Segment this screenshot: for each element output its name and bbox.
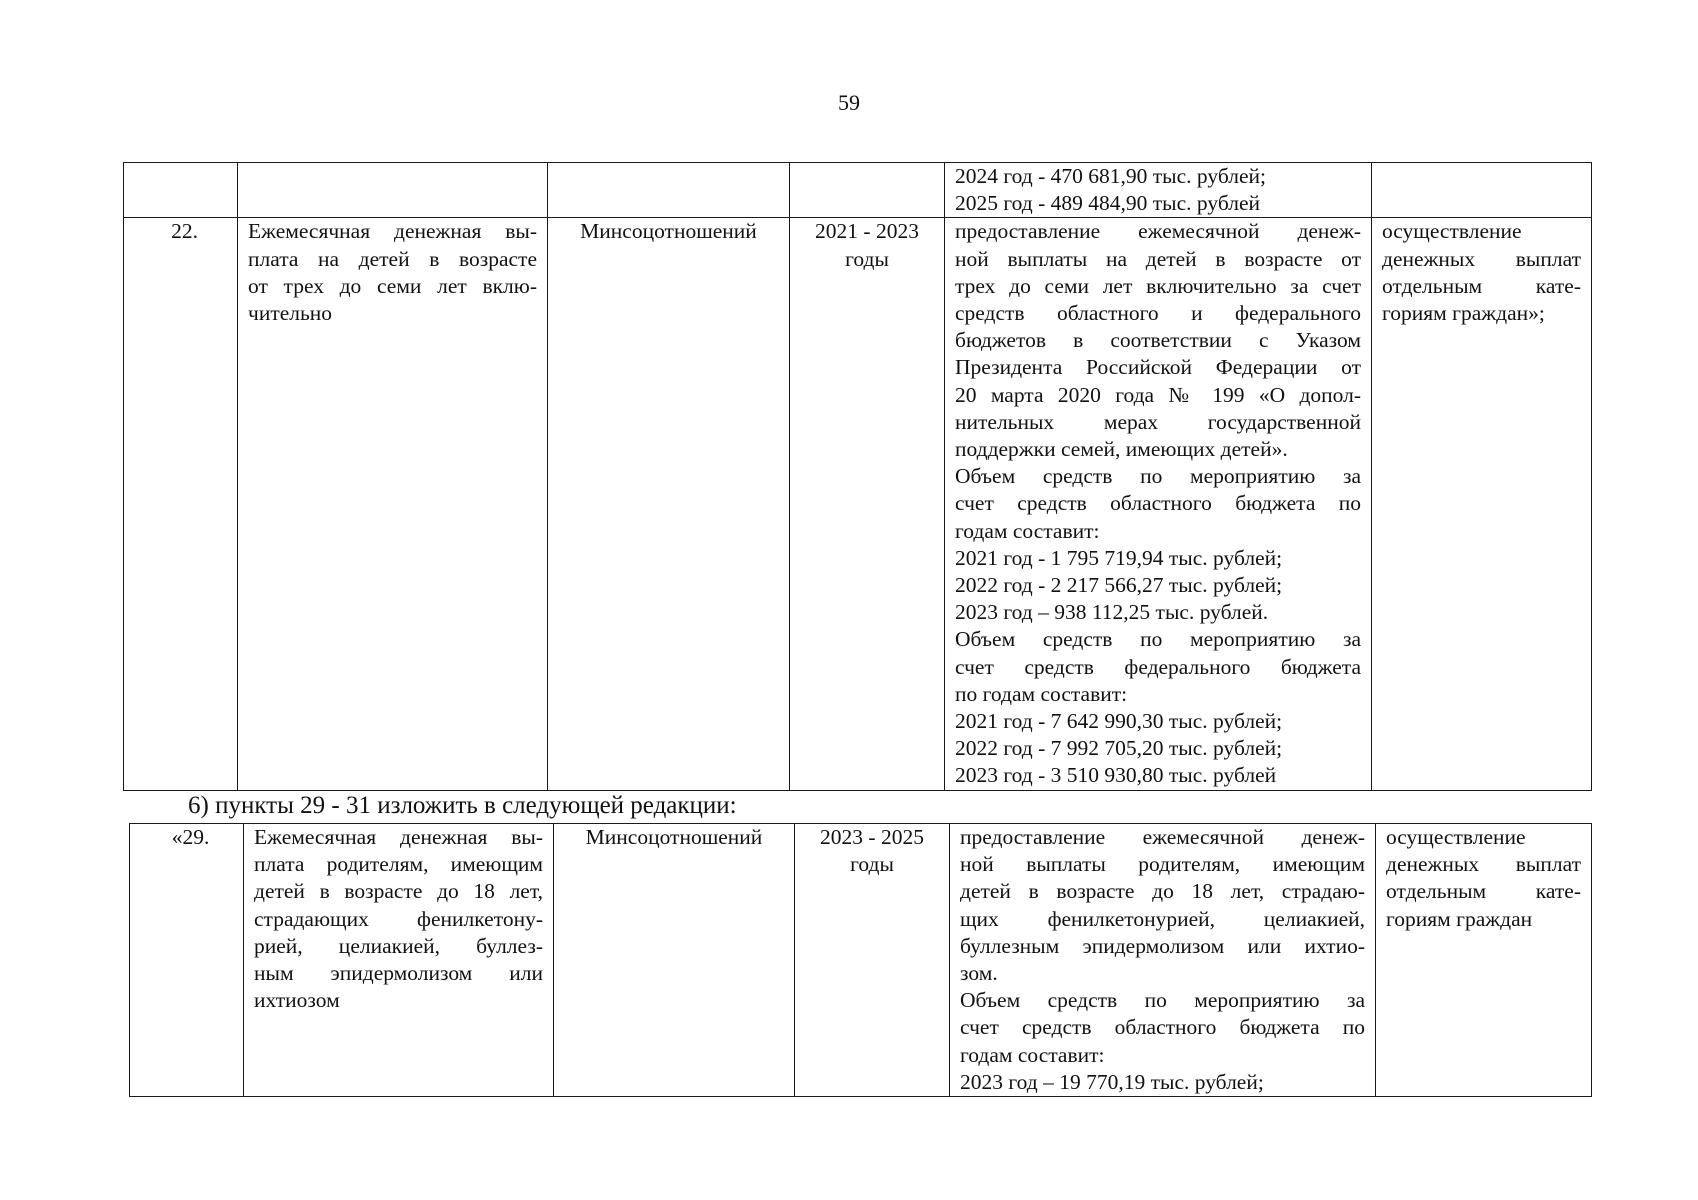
text-line: отдельным кате- bbox=[1386, 879, 1581, 904]
text-line: рией, целиакией, буллез- bbox=[254, 933, 543, 958]
text-line: трех до семи лет включительно за счет bbox=[955, 273, 1361, 298]
text-line: Ежемесячная денежная вы- bbox=[248, 219, 537, 244]
text-line: зом. bbox=[960, 961, 998, 986]
text-line: годам составит: bbox=[955, 518, 1100, 543]
text-line: Президента Российской Федерации от bbox=[955, 355, 1361, 380]
text-line: счет средств областного бюджета по bbox=[960, 1015, 1365, 1040]
table-row-22 bbox=[124, 218, 1592, 791]
cell-executor bbox=[548, 163, 790, 218]
text-line: плата на детей в возрасте bbox=[248, 246, 537, 271]
cell-result bbox=[1372, 218, 1592, 791]
cell-term bbox=[795, 824, 950, 1097]
text-line: ной выплаты родителям, имеющим bbox=[960, 852, 1365, 877]
cell-num: «29. bbox=[130, 824, 244, 1097]
cell-description bbox=[950, 824, 1376, 1097]
text-line: гориям граждан bbox=[1386, 906, 1533, 931]
text-line: 2023 год – 938 112,25 тыс. рублей. bbox=[955, 600, 1269, 625]
text-line: Ежемесячная денежная вы- bbox=[254, 825, 543, 849]
text-line: от трех до семи лет вклю- bbox=[248, 273, 537, 298]
text-line: нительных мерах государственной bbox=[955, 409, 1361, 434]
text-line: ихтиозом bbox=[254, 988, 340, 1013]
text-line: предоставление ежемесячной денеж- bbox=[955, 219, 1361, 244]
measures-table-continued bbox=[123, 162, 1592, 791]
text-line: буллезным эпидермолизом или ихтио- bbox=[960, 933, 1365, 958]
text-line: чительно bbox=[248, 301, 333, 326]
table-row-continuation bbox=[124, 163, 1592, 218]
text-line: 2021 год - 1 795 719,94 тыс. рублей; bbox=[955, 545, 1283, 570]
text-line: Объем средств по мероприятию за bbox=[960, 988, 1365, 1013]
table-row-29 bbox=[130, 824, 1592, 1097]
text-line: детей в возрасте до 18 лет, страдаю- bbox=[960, 879, 1365, 904]
text-line: по годам составит: bbox=[955, 681, 1128, 706]
text-line: детей в возрасте до 18 лет, bbox=[254, 879, 543, 904]
cell-term bbox=[790, 163, 945, 218]
text-line: Объем средств по мероприятию за bbox=[955, 464, 1361, 489]
text-line: 2023 - 2025 bbox=[820, 825, 924, 849]
text-line: гориям граждан»; bbox=[1382, 301, 1545, 326]
text-line: счет средств федерального бюджета bbox=[955, 654, 1361, 679]
text-line: годы bbox=[850, 852, 894, 877]
text-line: осуществление bbox=[1386, 825, 1526, 849]
measures-table-new-edition bbox=[129, 823, 1592, 1097]
text-line: 2023 год - 3 510 930,80 тыс. рублей bbox=[955, 763, 1277, 788]
text-line: 2022 год - 2 217 566,27 тыс. рублей; bbox=[955, 573, 1283, 598]
text-line: ным эпидермолизом или bbox=[254, 961, 543, 986]
section-heading: 6) пункты 29 - 31 изложить в следующей редакции: bbox=[188, 792, 737, 819]
text-line: 20 марта 2020 года № 199 «О допол- bbox=[955, 382, 1361, 407]
text-line: страдающих фенилкетону- bbox=[254, 906, 543, 931]
cell-num: 22. bbox=[124, 218, 238, 791]
cell-description bbox=[945, 163, 1372, 218]
page-number: 59 bbox=[838, 90, 860, 115]
text-line: счет средств областного бюджета по bbox=[955, 491, 1361, 516]
text-line: денежных выплат bbox=[1382, 246, 1581, 271]
text-line: 2021 - 2023 bbox=[815, 219, 919, 244]
text-line: 2023 год – 19 770,19 тыс. рублей; bbox=[960, 1069, 1264, 1094]
text-line: предоставление ежемесячной денеж- bbox=[960, 825, 1365, 849]
cell-executor: Минсоцотношений bbox=[548, 218, 790, 791]
cell-name bbox=[238, 218, 548, 791]
cell-name bbox=[238, 163, 548, 218]
text-line: средств областного и федерального bbox=[955, 301, 1361, 326]
cell-result bbox=[1372, 163, 1592, 218]
cell-description bbox=[945, 218, 1372, 791]
text-line: отдельным кате- bbox=[1382, 273, 1581, 298]
text-line: годы bbox=[845, 246, 889, 271]
cell-term bbox=[790, 218, 945, 791]
text-line: ной выплаты на детей в возрасте от bbox=[955, 246, 1361, 271]
text-line: 2022 год - 7 992 705,20 тыс. рублей; bbox=[955, 736, 1283, 761]
text-line: 2024 год - 470 681,90 тыс. рублей; bbox=[955, 164, 1266, 188]
text-line: 2025 год - 489 484,90 тыс. рублей bbox=[955, 191, 1261, 216]
cell-name bbox=[244, 824, 554, 1097]
text-line: денежных выплат bbox=[1386, 852, 1581, 877]
text-line: щих фенилкетонурией, целиакией, bbox=[960, 906, 1365, 931]
text-line: Объем средств по мероприятию за bbox=[955, 627, 1361, 652]
text-line: поддержки семей, имеющих детей». bbox=[955, 437, 1288, 462]
cell-num bbox=[124, 163, 238, 218]
cell-result bbox=[1376, 824, 1592, 1097]
text-line: плата родителям, имеющим bbox=[254, 852, 543, 877]
text-line: годам составит: bbox=[960, 1042, 1105, 1067]
text-line: бюджетов в соответствии с Указом bbox=[955, 328, 1361, 353]
text-line: осуществление bbox=[1382, 219, 1522, 244]
cell-executor: Минсоцотношений bbox=[554, 824, 795, 1097]
text-line: 2021 год - 7 642 990,30 тыс. рублей; bbox=[955, 709, 1283, 734]
